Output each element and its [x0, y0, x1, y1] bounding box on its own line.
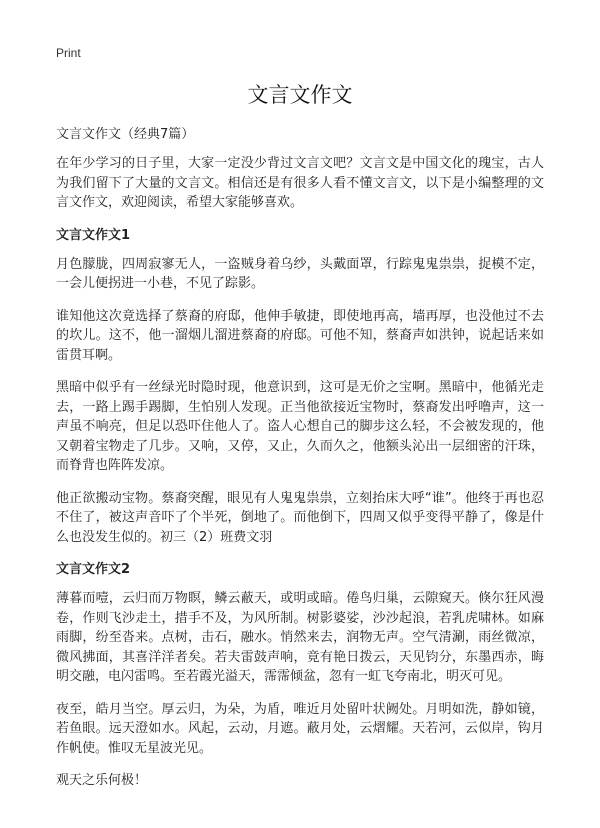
- print-link[interactable]: Print: [56, 46, 81, 60]
- section-heading-1: 文言文作文1: [56, 227, 131, 243]
- section-1-paragraph: 他正欲搬动宝物。蔡裔突醒，眼见有人鬼鬼祟祟，立刻抬床大呼“谁”。他终于再也忍不住了，被这声音吓了个半死，倒地了。而他倒下，四周又似乎变得平静了，像是什么也没发生似的。初三（2）班费文羽: [56, 490, 544, 545]
- section-2-paragraph: 薄暮而噎，云归而万物瞑，鳞云蔽天，或明或暗。倦鸟归巢，云隙窥天。倏尔狂风漫卷，作则飞沙走土，措手不及，为风所制。树影婆娑，沙沙起浪，若乳虎啸林。如麻雨脚，纷至沓来。点树，击石，融水。悄然来去，润物无声。空气清涮，雨丝微凉，微风拂面，其喜洋洋者矣。若夫雷鼓声响，竟有艳日拨云，天见钧分，东墨西赤，晦明交融，电闪雷鸣。至若霞光溢天，霈霈倾盆，忽有一虹飞夸南北，明灭可见。: [56, 591, 544, 684]
- document-subtitle: 文言文作文（经典7篇）: [56, 127, 195, 142]
- section-heading-2: 文言文作文2: [56, 562, 131, 577]
- closing-line: 观天之乐何极！: [56, 773, 148, 788]
- section-1-paragraph: 月色朦胧，四周寂寥无人，一盗贼身着乌纱，头戴面罩，行踪鬼鬼祟祟，捉模不定，一会儿便拐进一小巷，不见了踪影。: [56, 256, 544, 291]
- section-1-paragraph: 谁知他这次竟选择了蔡裔的府邸，他伸手敏捷，即使地再高，墙再厚，也没他过不去的坎儿。这不，他一溜烟儿溜进蔡裔的府邸。可他不知，蔡裔声如洪钟，说起话来如雷贯耳啊。: [56, 308, 544, 363]
- section-2-paragraph: 夜至，皓月当空。厚云归，为朵，为盾，唯近月处留叶状阙处。月明如洗，静如镜，若鱼眼。远天澄如水。风起，云动，月遮。蔽月处，云熠耀。天若河，云似岸，钩月作帆使。惟叹无星波光见。: [56, 701, 544, 756]
- intro-paragraph: 在年少学习的日子里，大家一定没少背过文言文吧？文言文是中国文化的瑰宝，古人为我们留下了大量的文言文。相信还是有很多人看不懂文言文，以下是小编整理的文言文作文，欢迎阅读，希望大家能够喜欢。: [56, 156, 544, 210]
- page-title: 文言文作文: [247, 83, 353, 107]
- section-1-paragraph: 黑暗中似乎有一丝绿光时隐时现，他意识到，这可是无价之宝啊。黑暗中，他循光走去，一路上踢手踢脚，生怕别人发现。正当他欲接近宝物时，蔡裔发出呼噜声，这一声虽不响亮，但足以恐吓住他人了。盗人心想自己的脚步这么轻，不会被发现的，他又朝着宝物走了几步。又响，又停，又止，久而久之，他额头沁出一层细密的汗珠，而脊背也阵阵发凉。: [56, 380, 544, 473]
